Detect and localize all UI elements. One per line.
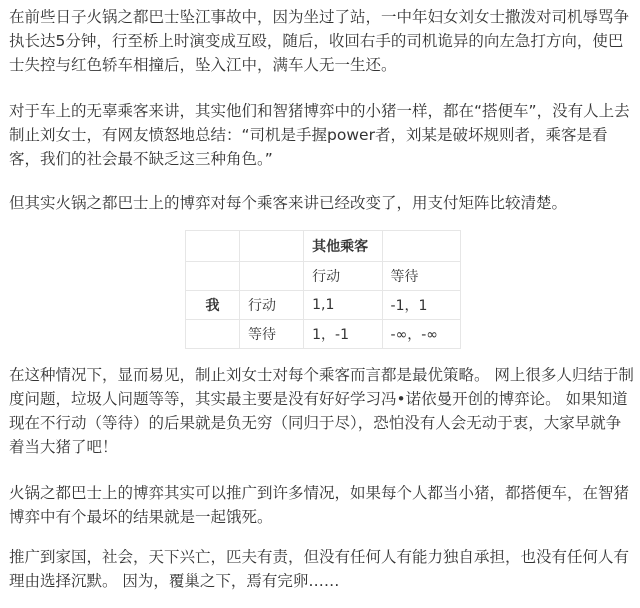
paragraph-free-rider: 对于车上的无辜乘客来讲，其实他们和智猪博弈中的小猪一样，都在“搭便车”，没有人上去制止刘女士，有网友愤怒地总结：“司机是手握power者，刘某是破坏规则者，乘客是看客，我们的社会最不缺乏这三种角色。” [9,102,630,168]
matrix-row-action-label: 等待 [239,320,303,349]
payoff-matrix-table [185,230,461,349]
matrix-empty-cell [239,262,303,291]
matrix-empty-cell [382,231,460,262]
matrix-payoff-cell: -1，1 [382,291,460,320]
paragraph-conclusion: 推广到家国，社会，天下兴亡，匹夫有责，但没有任何人有能力独自承担，也没有任何人有理由选择沉默。 因为，覆巢之下，焉有完卵…… [9,548,630,590]
paragraph-bus-incident: 在前些日子火锅之都巴士坠江事故中，因为坐过了站，一中年妇女刘女士撒泼对司机辱骂争执长达5分钟，行至桥上时演变成互殴，随后，收回右手的司机诡异的向左急打方向，使巴士失控与红色轿车相撞后，坠入江中，满车人无一生还。 [9,8,630,74]
matrix-payoff-cell: -∞，-∞ [382,320,460,349]
matrix-row-group-label: 我 [186,291,240,320]
matrix-payoff-cell: 1，-1 [304,320,382,349]
matrix-col-action-label: 行动 [304,262,382,291]
matrix-row-action-label: 行动 [239,291,303,320]
matrix-payoff-cell: 1,1 [304,291,382,320]
paragraph-generalization: 火锅之都巴士上的博弈其实可以推广到许多情况，如果每个人都当小猪，都搭便车，在智猪博弈中有个最坏的结果就是一起饿死。 [9,484,630,526]
matrix-col-group-label: 其他乘客 [304,231,382,262]
paragraph-matrix-intro: 但其实火锅之都巴士上的博弈对每个乘客来讲已经改变了，用支付矩阵比较清楚。 [9,194,568,212]
paragraph-optimal-strategy: 在这种情况下，显而易见，制止刘女士对每个乘客而言都是最优策略。 网上很多人归结于制度问题，垃圾人问题等等，其实最主要是没有好好学习冯•诺依曼开创的博弈论。 如果知道现在不行动（等待）的后果就是负无穷（同归于尽），恐怕没有人会无动于衷，大家早就争着当大猪了吧！ [9,366,634,456]
matrix-corner-cell [186,231,240,262]
matrix-empty-cell [186,262,240,291]
matrix-col-action-label: 等待 [382,262,460,291]
matrix-corner-cell [239,231,303,262]
payoff-matrix [185,230,461,348]
matrix-empty-cell [186,320,240,349]
